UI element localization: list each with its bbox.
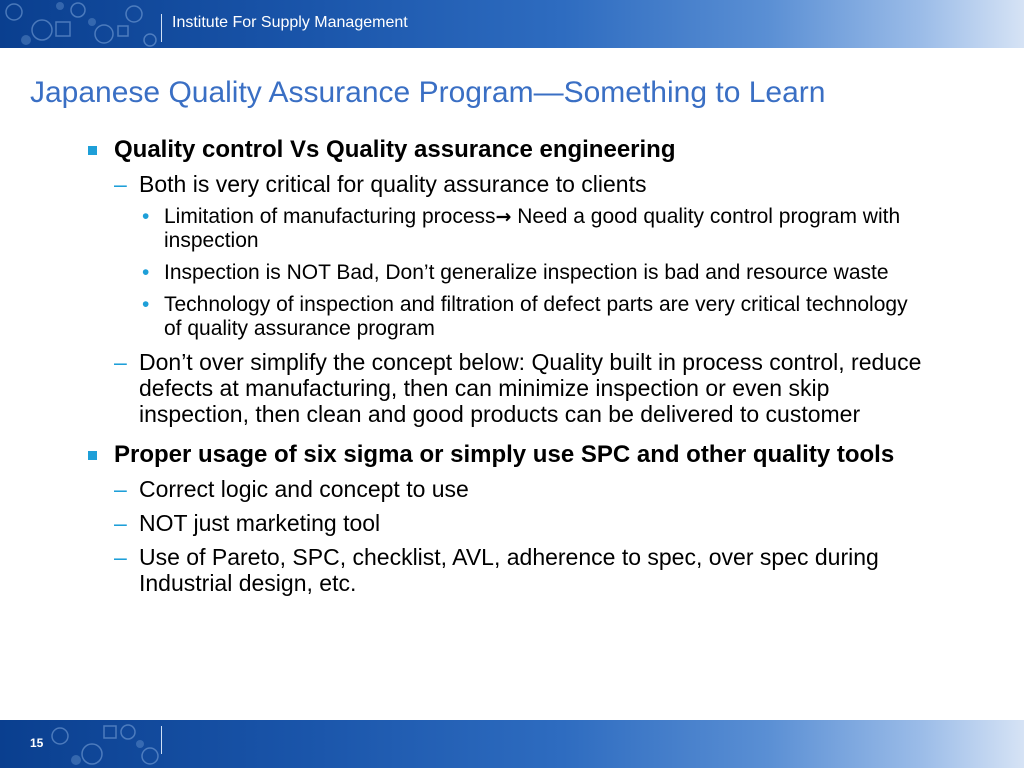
point-text-after-arrow: Need a good quality control program with inspection: [164, 205, 901, 252]
sub-bullet-text: Correct logic and concept to use: [139, 476, 469, 502]
bullet-heading: Quality control Vs Quality assurance engineering: [114, 136, 676, 163]
circuit-pattern-decoration: [0, 720, 180, 768]
point-text-before-arrow: Limitation of manufacturing process: [164, 205, 496, 228]
slide-title: Japanese Quality Assurance Program—Something to Learn: [30, 76, 826, 109]
header-divider: [161, 14, 162, 42]
dot-bullet-icon: •: [142, 261, 150, 284]
bullet-quality-control-vs-assurance: [0, 136, 1024, 163]
sub-bullet-use-of-pareto: [0, 544, 1024, 596]
bullet-heading: Proper usage of six sigma or simply use SPC and other quality tools: [114, 441, 895, 468]
dash-bullet-icon: –: [114, 349, 127, 375]
organization-name: Institute For Supply Management: [172, 14, 408, 31]
dash-bullet-icon: –: [114, 476, 127, 502]
sub-bullet-not-marketing: [0, 510, 1024, 536]
dash-bullet-icon: –: [114, 510, 127, 536]
dot-bullet-icon: •: [142, 293, 150, 316]
point-technology-inspection: [0, 293, 1024, 341]
point-text: Technology of inspection and filtration of defect parts are very critical technology of quality assurance program: [164, 293, 908, 340]
sub-bullet-both-critical: [0, 171, 1024, 197]
dash-bullet-icon: –: [114, 544, 127, 570]
bullet-six-sigma-spc: [0, 441, 1024, 468]
header-band: [0, 0, 1024, 48]
sub-bullet-dont-oversimplify: [0, 349, 1024, 427]
dot-bullet-icon: •: [142, 205, 150, 228]
sub-bullet-text: Don’t over simplify the concept below: Quality built in process control, reduce defects at manufacturing, then can minimize inspection or even skip inspection, then clean and good products can be delivered to customer: [139, 349, 922, 427]
square-bullet-icon: [88, 146, 97, 155]
page-number: 15: [30, 736, 44, 750]
sub-bullet-text: NOT just marketing tool: [139, 510, 381, 536]
footer-band: [0, 720, 1024, 768]
point-text: Inspection is NOT Bad, Don’t generalize inspection is bad and resource waste: [164, 261, 889, 284]
circuit-pattern-decoration: [0, 0, 180, 48]
square-bullet-icon: [88, 451, 97, 460]
slide-body: [0, 136, 1024, 604]
point-inspection-not-bad: [0, 261, 1024, 285]
sub-bullet-correct-logic: [0, 476, 1024, 502]
dash-bullet-icon: –: [114, 171, 127, 197]
right-arrow-icon: →: [495, 206, 512, 228]
sub-bullet-text: Use of Pareto, SPC, checklist, AVL, adherence to spec, over spec during Industrial design, etc.: [139, 544, 879, 596]
point-limitation-manufacturing: [0, 205, 1024, 253]
sub-bullet-text: Both is very critical for quality assurance to clients: [139, 171, 647, 197]
footer-divider: [161, 726, 162, 754]
